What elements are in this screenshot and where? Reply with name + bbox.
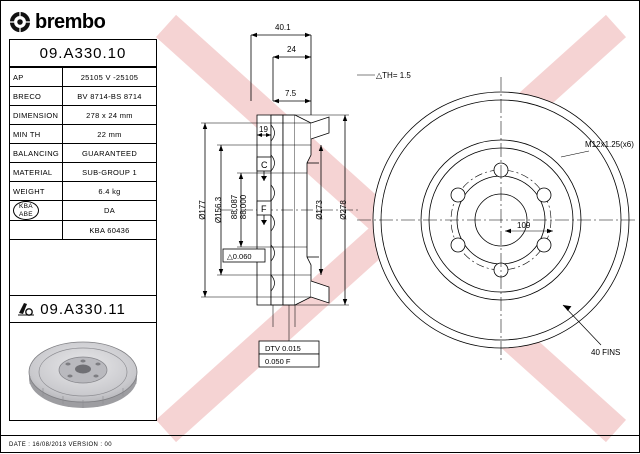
profile-label: 0.050 F [265,357,291,366]
table-row [10,87,157,106]
spec-label: AP [10,68,63,87]
table-row [10,106,157,125]
dim-offset: 7.5 [285,89,297,98]
pcd-label: 109 [517,221,531,230]
dim-inner-dia: Ø177 [198,200,207,220]
left-info-panel [9,9,157,421]
spec-value: 22 mm [63,125,157,144]
spec-label: BRECO [10,87,63,106]
bolt-spec-label: M12x1.25(x6) [585,140,634,149]
spec-label: DIMENSION [10,106,63,125]
fins-label: 40 FINS [591,348,621,357]
dim-vane: 19 [259,125,268,134]
dim-hat: 24 [287,45,296,54]
part-number-bottom: 09.A330.11 [40,300,126,318]
spec-label [10,221,63,240]
spec-label: BALANCING [10,144,63,163]
footer-text: DATE : 16/08/2013 VERSION : 00 [9,442,112,448]
spec-value: 6.4 kg [63,182,157,201]
table-row [10,201,157,221]
runout-label: DTV 0.015 [265,344,301,353]
spec-label: WEIGHT [10,182,63,201]
note-th: △TH= 1.5 [376,71,411,80]
table-row [10,182,157,201]
kba-line2: ABE [19,210,33,218]
spec-value: GUARANTEED [63,144,157,163]
hub-icon [16,299,36,319]
table-row [10,163,157,182]
part-number-bottom-row [9,296,157,323]
spec-value: SUB-GROUP 1 [63,163,157,182]
kba-oval [13,201,39,220]
spec-label: MATERIAL [10,163,63,182]
spec-value: BV 8714-BS 8714 [63,87,157,106]
spec-value: 278 x 24 mm [63,106,157,125]
part-number-top: 09.A330.10 [9,39,157,67]
spec-value: 25105 V -25105 [63,68,157,87]
flatness-label: △0.060 [227,252,252,261]
table-row [10,125,157,144]
table-row [10,144,157,163]
table-row [10,68,157,87]
kba-line1: KBA [19,203,33,210]
footer-divider [1,435,640,436]
drawing-svg [161,5,637,435]
blank-box [9,240,157,296]
spec-value: DA [63,201,157,221]
technical-drawing [161,5,637,435]
table-row [10,221,157,240]
dim-hat-dia: Ø156.3 [214,196,223,224]
dim-disc-outer: Ø278 [339,200,348,220]
brand-logo [9,9,157,35]
spec-label: MIN TH [10,125,63,144]
dim-disc-inner: Ø173 [315,200,324,220]
kba-abe-badge [10,201,63,221]
brand-name: brembo [35,10,106,33]
dim-bore-lower: 88.000 [239,194,248,220]
datum-c-label: C [261,160,268,170]
spec-table [9,67,157,240]
dim-overall-width: 40.1 [275,23,291,32]
datum-f-label: F [261,204,267,214]
brake-disc-photo-icon [13,326,153,418]
product-photo [9,323,157,421]
spec-value: KBA 60436 [63,221,157,240]
dim-bore-upper: 88.087 [230,194,239,220]
brembo-logo-icon [9,11,31,33]
